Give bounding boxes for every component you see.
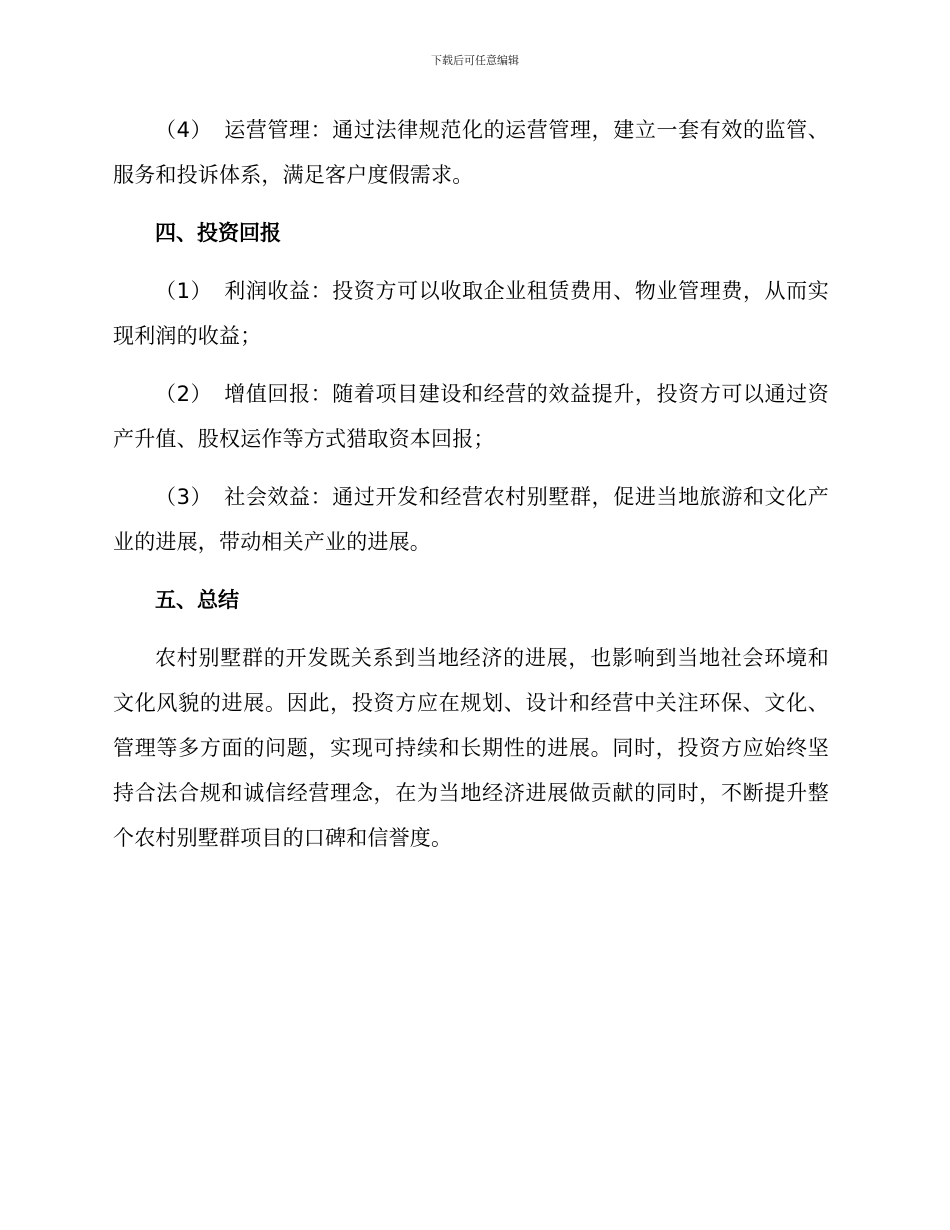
header-text: 下载后可任意编辑	[431, 54, 519, 67]
list-item-value-added-return	[113, 372, 829, 462]
list-marker: （3）	[155, 485, 213, 509]
list-marker: （4）	[155, 118, 213, 142]
list-item-profit-income	[113, 269, 829, 359]
list-item-operations-management	[113, 108, 829, 198]
list-marker: （2）	[155, 382, 213, 406]
list-item-text: 增值回报：随着项目建设和经营的效益提升，投资方可以通过资产升值、股权运作等方式猎取资本回报；	[113, 382, 829, 451]
document-body	[113, 108, 829, 861]
list-item-social-benefit	[113, 475, 829, 565]
section-heading-investment-return: 四、投资回报	[155, 221, 281, 245]
list-item-text: 运营管理：通过法律规范化的运营管理，建立一套有效的监管、服务和投诉体系，满足客户度假需求。	[113, 118, 829, 187]
list-item-text: 利润收益：投资方可以收取企业租赁费用、物业管理费，从而实现利润的收益；	[113, 279, 829, 348]
section-heading-summary: 五、总结	[155, 588, 239, 612]
list-item-text: 社会效益：通过开发和经营农村别墅群，促进当地旅游和文化产业的进展，带动相关产业的进展。	[113, 485, 829, 554]
page-header	[0, 54, 950, 68]
list-marker: （1）	[155, 279, 213, 303]
summary-paragraph: 农村别墅群的开发既关系到当地经济的进展，也影响到当地社会环境和文化风貌的进展。因此，投资方应在规划、设计和经营中关注环保、文化、管理等多方面的问题，实现可持续和长期性的进展。同时，投资方应始终坚持合法合规和诚信经营理念，在为当地经济进展做贡献的同时，不断提升整个农村别墅群项目的口碑和信誉度。	[113, 646, 829, 850]
